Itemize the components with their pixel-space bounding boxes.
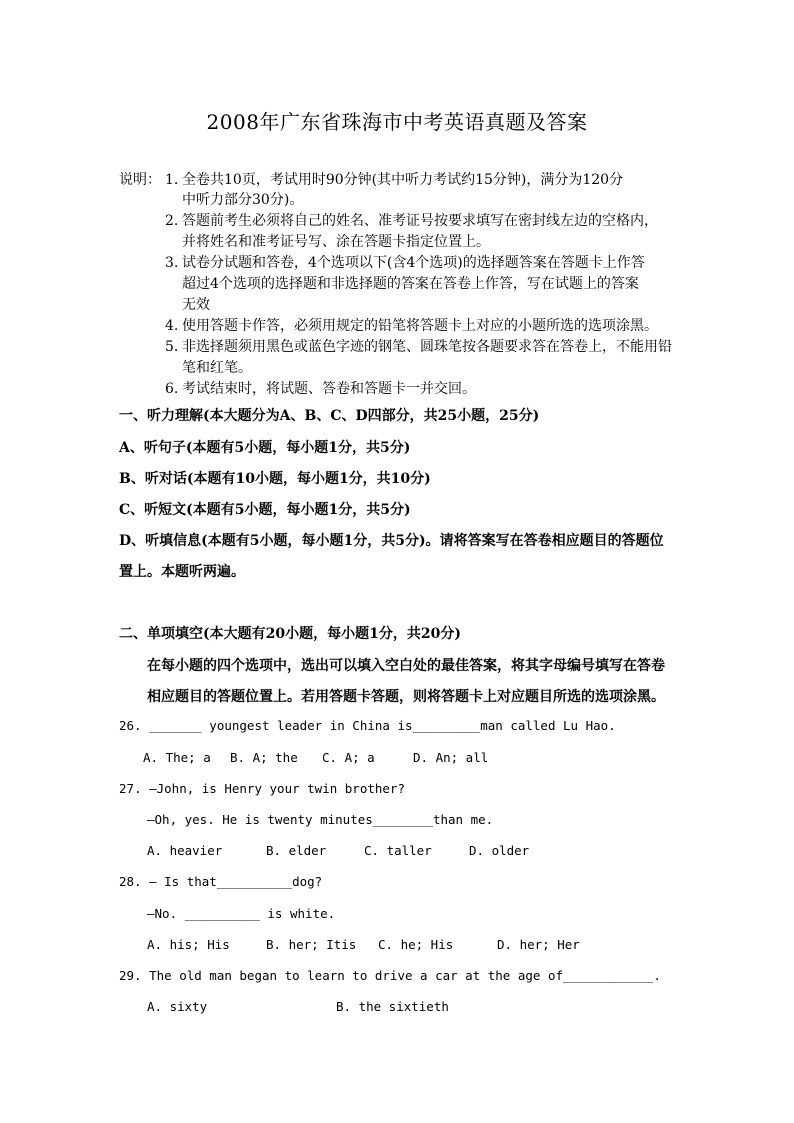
question-29-option-a: A. sixty xyxy=(147,999,208,1014)
question-26-option-d: D. An; all xyxy=(413,750,489,765)
note-3-line-3: 无效 xyxy=(182,297,210,313)
page-title: 2008年广东省珠海市中考英语真题及答案 xyxy=(206,110,588,134)
question-27-option-a: A. heavier xyxy=(147,843,223,858)
notes-label: 说明： xyxy=(119,172,161,188)
note-2-number: 2. xyxy=(165,213,179,229)
section-1-heading: 一、听力理解(本大题分为A、B、C、D四部分，共25小题，25分) xyxy=(119,408,540,424)
note-6-number: 6. xyxy=(165,381,179,397)
question-27-option-d: D. older xyxy=(469,843,530,858)
question-27-stem: 27. —John, is Henry your twin brother? xyxy=(119,781,405,796)
section-2-instruction-1: 在每小题的四个选项中，选出可以填入空白处的最佳答案，将其字母编号填写在答卷 xyxy=(147,658,665,674)
section-1-part-b: B、听对话(本题有10小题，每小题1分，共10分) xyxy=(119,471,431,487)
question-28-option-b: B. her; Itis xyxy=(266,937,357,952)
question-29-stem: 29. The old man began to learn to drive a car at the age of____________. xyxy=(119,968,661,983)
note-1-line-1: 全卷共10页，考试用时90分钟(其中听力考试约15分钟)，满分为120分 xyxy=(182,172,624,188)
section-1-part-a: A、听句子(本题有5小题，每小题1分，共5分) xyxy=(119,440,411,456)
section-1-part-d: D、听填信息(本题有5小题，每小题1分，共5分)。请将答案写在答卷相应题目的答题位 xyxy=(119,533,664,549)
note-5-line-2: 笔和红笔。 xyxy=(182,360,252,376)
note-3-number: 3. xyxy=(165,255,179,271)
note-5-number: 5. xyxy=(165,339,179,355)
question-28-option-c: C. he; His xyxy=(378,937,454,952)
question-27-option-c: C. taller xyxy=(364,843,432,858)
question-26-option-c: C. A; a xyxy=(322,750,375,765)
section-1-part-c: C、听短文(本题有5小题，每小题1分，共5分) xyxy=(119,502,411,518)
note-3-line-2: 超过4个选项的选择题和非选择题的答案在答卷上作答，写在试题上的答案 xyxy=(182,276,639,292)
question-27-line-2: —Oh, yes. He is twenty minutes________than me. xyxy=(147,812,494,827)
note-5-line-1: 非选择题须用黑色或蓝色字迹的钢笔、圆珠笔按各题要求答在答卷上，不能用铅 xyxy=(182,339,672,355)
section-1-part-d-cont: 置上。本题听两遍。 xyxy=(119,564,245,580)
note-2-line-2: 并将姓名和准考证号写、涂在答题卡指定位置上。 xyxy=(182,234,490,250)
question-28-stem: 28. — Is that__________dog? xyxy=(119,874,323,889)
note-3-line-1: 试卷分试题和答卷，4个选项以下(含4个选项)的选择题答案在答题卡上作答 xyxy=(182,255,645,271)
question-28-option-a: A. his; His xyxy=(147,937,230,952)
note-6-line-1: 考试结束时，将试题、答卷和答题卡一并交回。 xyxy=(182,381,476,397)
section-2-heading: 二、单项填空(本大题有20小题，每小题1分，共20分) xyxy=(119,626,461,642)
note-4-number: 4. xyxy=(165,318,179,334)
note-1-number: 1. xyxy=(165,172,179,188)
question-26-stem: 26. _______ youngest leader in China is_________man called Lu Hao. xyxy=(119,718,616,733)
note-2-line-1: 答题前考生必须将自己的姓名、准考证号按要求填写在密封线左边的空格内， xyxy=(182,213,658,229)
question-27-option-b: B. elder xyxy=(266,843,327,858)
question-26-option-b: B. A; the xyxy=(230,750,298,765)
note-1-line-2: 中听力部分30分)。 xyxy=(182,192,304,208)
question-28-option-d: D. her; Her xyxy=(497,937,580,952)
question-29-option-b: B. the sixtieth xyxy=(336,999,449,1014)
question-28-line-2: —No. __________ is white. xyxy=(147,906,336,921)
section-2-instruction-2: 相应题目的答题位置上。若用答题卡答题，则将答题卡上对应题目所选的选项涂黑。 xyxy=(147,689,665,705)
note-4-line-1: 使用答题卡作答，必须用规定的铅笔将答题卡上对应的小题所选的选项涂黑。 xyxy=(182,318,658,334)
question-26-option-a: A. The; a xyxy=(143,750,211,765)
